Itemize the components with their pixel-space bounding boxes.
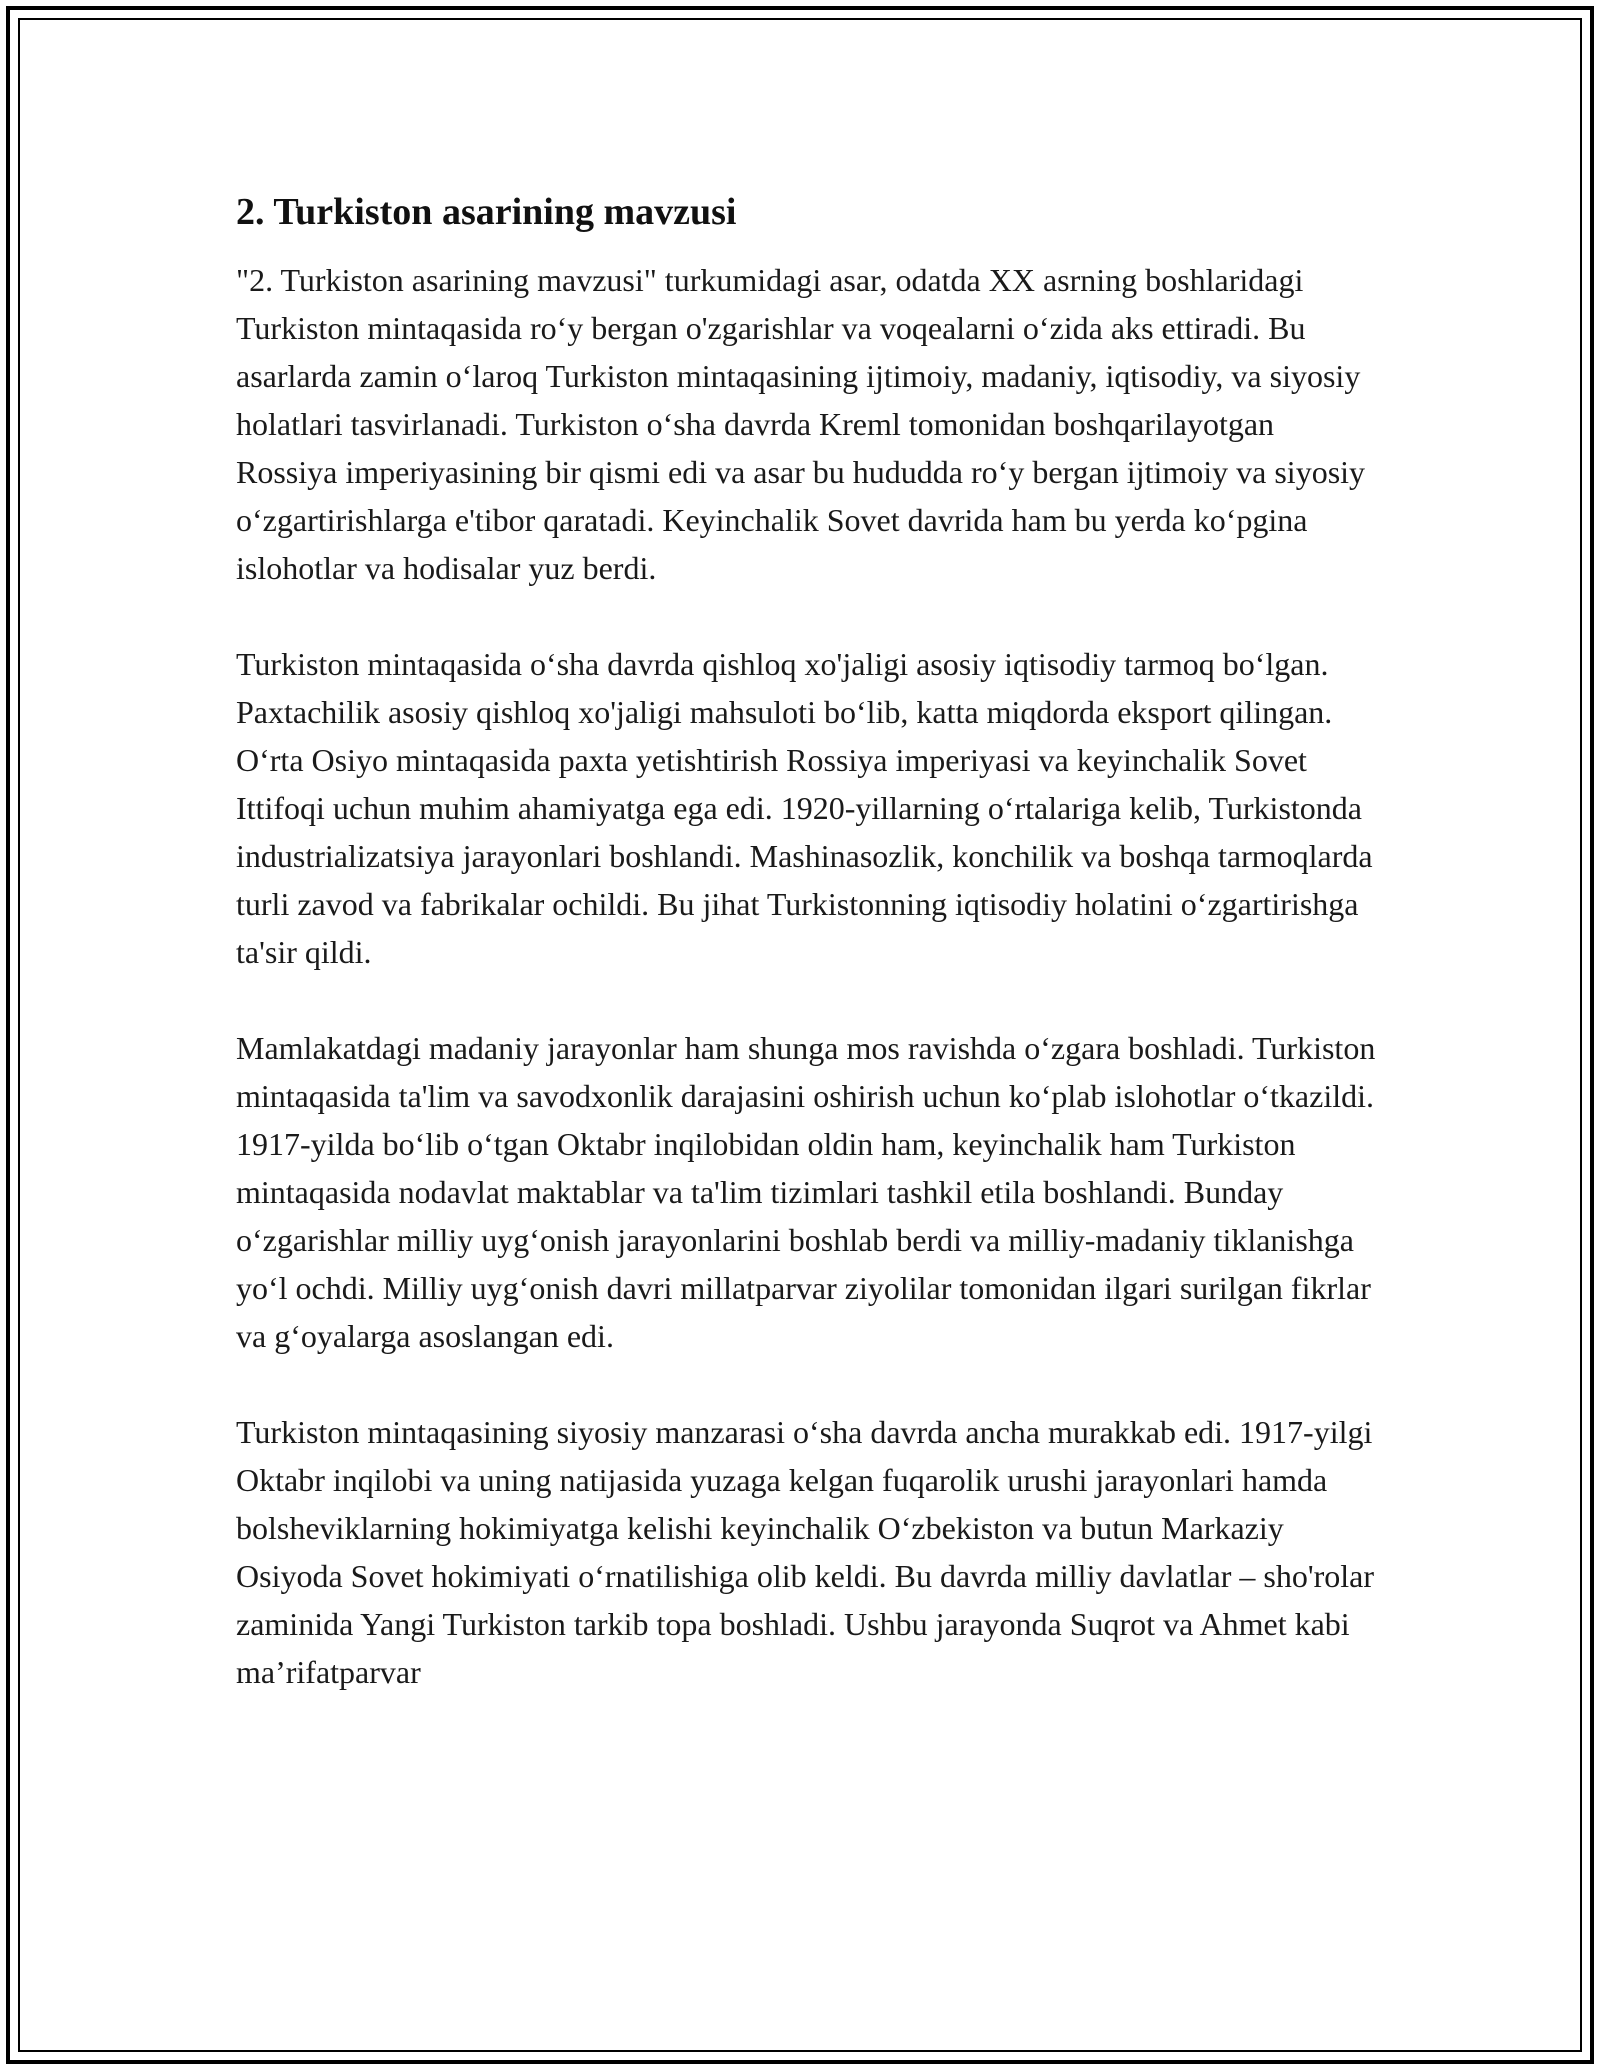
paragraph-2: Turkiston mintaqasida o‘sha davrda qishloq xo'jaligi asosiy iqtisodiy tarmoq bo‘lgan. Paxtachilik asosiy qishloq xo'jaligi mahsuloti bo‘lib, katta miqdorda eksport qilingan. O‘rta Osiyo mintaqasida paxta yetishtirish Rossiya imperiyasi va keyinchalik Sovet Ittifoqi uchun muhim ahamiyatga ega edi. 1920-yillarning o‘rtalariga kelib, Turkistonda industrializatsiya jarayonlari boshlandi. Mashinasozlik, konchilik va boshqa tarmoqlarda turli zavod va fabrikalar ochildi. Bu jihat Turkistonning iqtisodiy holatini o‘zgartirishga ta'sir qildi. — [236, 646, 1373, 970]
paragraph-4: Turkiston mintaqasining siyosiy manzarasi o‘sha davrda ancha murakkab edi. 1917-yilgi Oktabr inqilobi va uning natijasida yuzaga kelgan fuqarolik urushi jarayonlari hamda bolsheviklarning hokimiyatga kelishi keyinchalik O‘zbekiston va butun Markaziy Osiyoda Sovet hokimiyati o‘rnatilishiga olib keldi. Bu davrda milliy davlatlar – sho'rolar zaminida Yangi Turkiston tarkib topa boshladi. Ushbu jarayonda Suqrot va Ahmet kabi ma’rifatparvar — [236, 1414, 1375, 1690]
document-body — [236, 186, 1376, 1744]
document-title: 2. Turkiston asarining mavzusi — [236, 191, 737, 233]
paragraph-3: Mamlakatdagi madaniy jarayonlar ham shunga mos ravishda o‘zgara boshladi. Turkiston mintaqasida ta'lim va savodxonlik darajasini oshirish uchun ko‘plab islohotlar o‘tkazildi. 1917-yilda bo‘lib o‘tgan Oktabr inqilobidan oldin ham, keyinchalik ham Turkiston mintaqasida nodavlat maktablar va ta'lim tizimlari tashkil etila boshlandi. Bunday o‘zgarishlar milliy uyg‘onish jarayonlarini boshlab berdi va milliy-madaniy tiklanishga yo‘l ochdi. Milliy uyg‘onish davri millatparvar ziyolilar tomonidan ilgari surilgan fikrlar va g‘oyalarga asoslangan edi. — [236, 1030, 1376, 1354]
paragraph-1: "2. Turkiston asarining mavzusi" turkumidagi asar, odatda XX asrning boshlaridagi Turkiston mintaqasida ro‘y bergan o'zgarishlar va voqealarni o‘zida aks ettiradi. Bu asarlarda zamin o‘laroq Turkiston mintaqasining ijtimoiy, madaniy, iqtisodiy, va siyosiy holatlari tasvirlanadi. Turkiston o‘sha davrda Kreml tomonidan boshqarilayotgan Rossiya imperiyasining bir qismi edi va asar bu hududda ro‘y bergan ijtimoiy va siyosiy o‘zgartirishlarga e'tibor qaratadi. Keyinchalik Sovet davrida ham bu yerda ko‘pgina islohotlar va hodisalar yuz berdi. — [236, 262, 1366, 586]
